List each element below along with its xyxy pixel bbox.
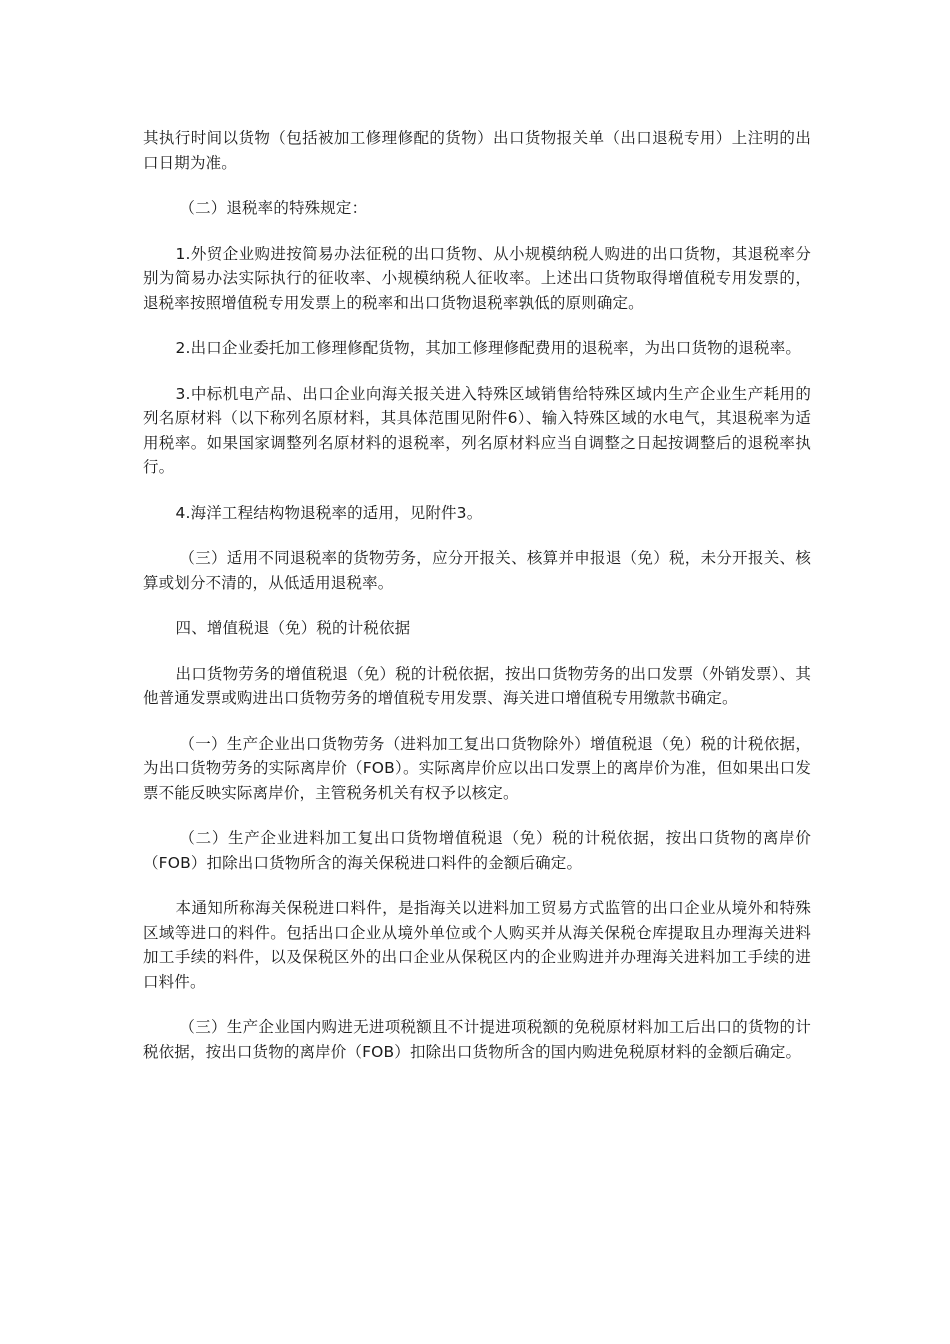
paragraph-execution-time: 其执行时间以货物（包括被加工修理修配的货物）出口货物报关单（出口退税专用）上注明的出口日期为准。 (143, 129, 811, 172)
paragraph-item-3: 3.中标机电产品、出口企业向海关报关进入特殊区域销售给特殊区域内生产企业生产耗用的列名原材料（以下称列名原材料，其具体范围见附件6）、输入特殊区域的水电气，其退税率为适用税率。如果国家调整列名原材料的退税率，列名原材料应当自调整之日起按调整后的退税率执行。 (143, 384, 811, 476)
paragraph-item-1: 1.外贸企业购进按简易办法征税的出口货物、从小规模纳税人购进的出口货物，其退税率分别为简易办法实际执行的征收率、小规模纳税人征收率。上述出口货物取得增值税专用发票的，退税率按照增值税专用发票上的税率和出口货物退税率孰低的原则确定。 (143, 244, 811, 312)
paragraph-tax-basis-general: 出口货物劳务的增值税退（免）税的计税依据，按出口货物劳务的出口发票（外销发票）、其他普通发票或购进出口货物劳务的增值税专用发票、海关进口增值税专用缴款书确定。 (143, 664, 811, 707)
paragraph-basis-1: （一）生产企业出口货物劳务（进料加工复出口货物除外）增值税退（免）税的计税依据，为出口货物劳务的实际离岸价（FOB）。实际离岸价应以出口发票上的离岸价为准，但如果出口发票不能反映实际离岸价，主管税务机关有权予以核定。 (143, 734, 811, 802)
paragraph-item-2: 2.出口企业委托加工修理修配货物，其加工修理修配费用的退税率，为出口货物的退税率。 (175, 339, 801, 357)
paragraph-basis-2: （二）生产企业进料加工复出口货物增值税退（免）税的计税依据，按出口货物的离岸价（FOB）扣除出口货物所含的海关保税进口料件的金额后确定。 (143, 829, 811, 872)
paragraph-section-heading-special-rates: （二）退税率的特殊规定： (179, 199, 368, 217)
paragraph-section-3-different-rates: （三）适用不同退税率的货物劳务，应分开报关、核算并申报退（免）税，未分开报关、核算或划分不清的，从低适用退税率。 (143, 549, 811, 592)
document-body (143, 126, 811, 1085)
paragraph-basis-3: （三）生产企业国内购进无进项税额且不计提进项税额的免税原材料加工后出口的货物的计税依据，按出口货物的离岸价（FOB）扣除出口货物所含的国内购进免税原材料的金额后确定。 (143, 1018, 811, 1061)
paragraph-item-4: 4.海洋工程结构物退税率的适用，见附件3。 (175, 503, 483, 522)
paragraph-bonded-materials-definition: 本通知所称海关保税进口料件，是指海关以进料加工贸易方式监管的出口企业从境外和特殊区域等进口的料件。包括出口企业从境外单位或个人购买并从海关保税仓库提取且办理海关进料加工手续的料件，以及保税区外的出口企业从保税区内的企业购进并办理海关进料加工手续的进口料件。 (143, 899, 811, 991)
paragraph-heading-tax-basis: 四、增值税退（免）税的计税依据 (175, 619, 411, 637)
